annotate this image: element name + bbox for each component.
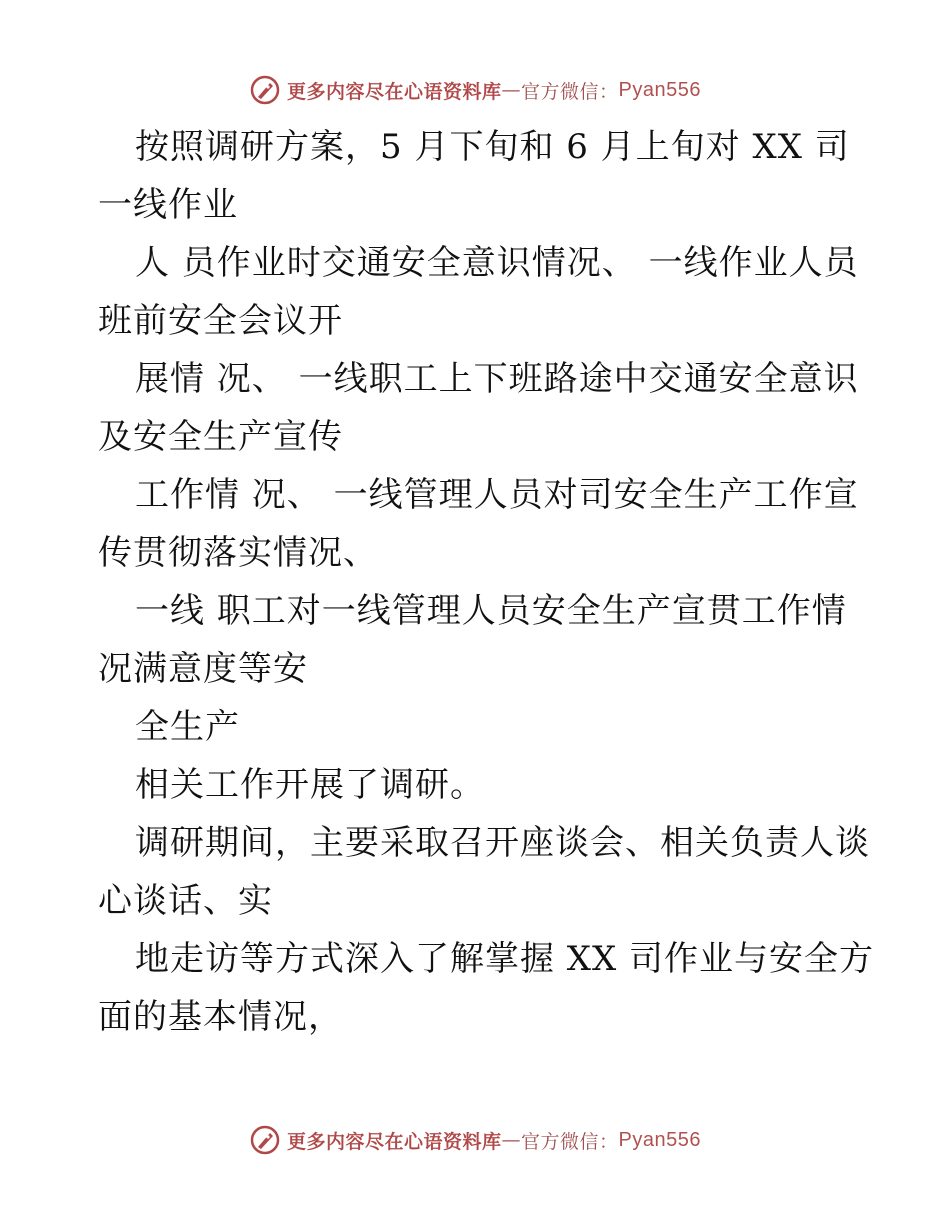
footer-separator: — (501, 1129, 522, 1151)
header-site-text: 更多内容尽在心语资料库 (287, 80, 502, 103)
pen-nib-logo-icon (249, 1124, 281, 1156)
header-separator: — (501, 79, 522, 101)
body-line: 况满意度等安 (98, 649, 308, 689)
header-contact-label: 官方微信： (521, 80, 619, 103)
body-line: 一线 职工对一线管理人员安全生产宣贯工作情 (135, 591, 847, 631)
body-line: 展情 况、 一线职工上下班路途中交通安全意识 (135, 359, 859, 399)
body-line: 及安全生产宣传 (98, 417, 343, 457)
footer-contact-label: 官方微信： (521, 1130, 619, 1153)
pen-nib-logo-icon (249, 74, 281, 106)
body-line: 相关工作开展了调研。 (135, 765, 485, 805)
body-line: 按照调研方案，5 月下旬和 6 月上旬对 XX 司 (135, 127, 850, 167)
footer-contact-id: Pyan556 (618, 1128, 701, 1151)
body-line: 传贯彻落实情况、 (98, 533, 378, 573)
body-line: 调研期间，主要采取召开座谈会、相关负责人谈 (135, 823, 870, 863)
body-line: 人 员作业时交通安全意识情况、 一线作业人员 (135, 243, 859, 283)
header-watermark (0, 72, 950, 108)
body-line: 全生产 (135, 707, 240, 747)
body-line: 工作情 况、 一线管理人员对司安全生产工作宣 (135, 475, 859, 515)
body-line: 地走访等方式深入了解掌握 XX 司作业与安全方 (135, 939, 875, 979)
document-body (98, 118, 875, 1046)
footer-site-text: 更多内容尽在心语资料库 (287, 1130, 502, 1153)
body-line: 一线作业 (98, 185, 238, 225)
header-contact-id: Pyan556 (618, 78, 701, 101)
body-line: 班前安全会议开 (98, 301, 343, 341)
footer-watermark (0, 1122, 950, 1158)
body-line: 心谈话、实 (98, 881, 273, 921)
body-line: 面的基本情况， (98, 997, 343, 1037)
